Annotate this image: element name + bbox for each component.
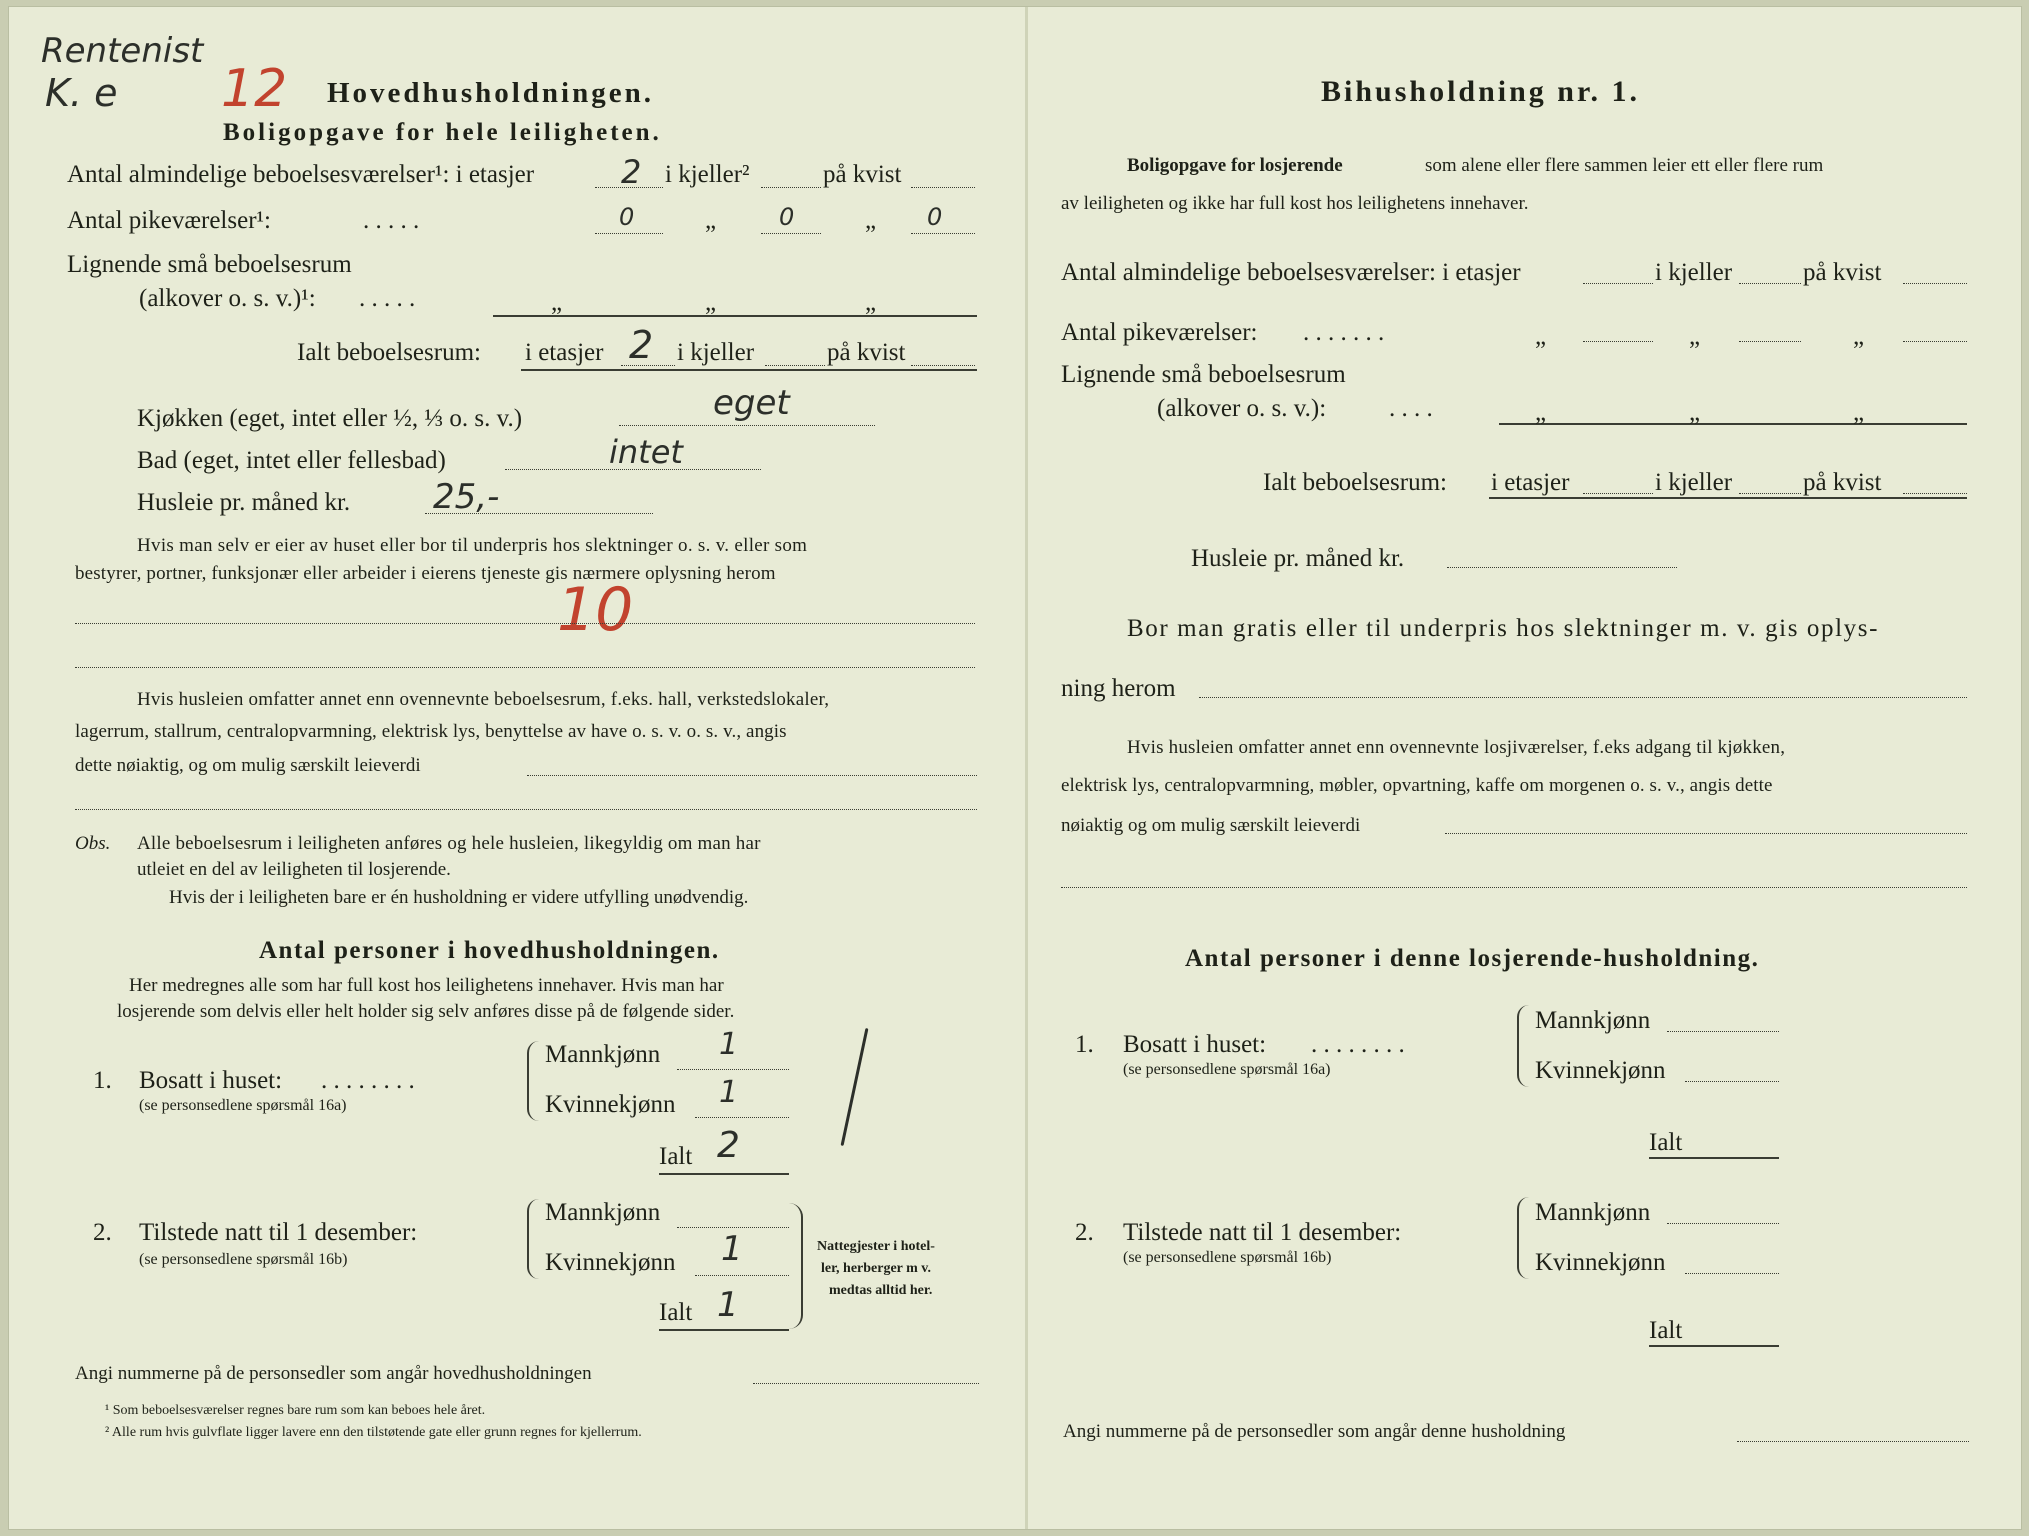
right-small-ditto-3: „	[1853, 399, 1865, 426]
left-nattegjester-2: ler, herberger m v.	[821, 1261, 932, 1276]
left-q1-number: 1.	[93, 1067, 112, 1094]
right-small-rooms-sublabel: (alkover o. s. v.):	[1157, 395, 1327, 422]
right-pike-kjeller-field[interactable]	[1739, 341, 1801, 342]
right-ialt-kvist-field[interactable]	[1903, 493, 1967, 494]
left-pike-label: Antal pikeværelser¹:	[67, 207, 271, 234]
handwritten-code: K. e	[45, 71, 118, 115]
left-omfatter-2: lagerrum, stallrum, centralopvarmning, elektrisk lys, benyttelse av have o. s. v. o. s. v., angis	[75, 721, 787, 742]
left-bad-label: Bad (eget, intet eller fellesbad)	[137, 447, 446, 474]
right-q2-ialt-field[interactable]	[1649, 1345, 1779, 1347]
left-omfatter-1: Hvis husleien omfatter annet enn ovennevnte beboelsesrum, f.eks. hall, verkstedslokaler,	[137, 689, 830, 710]
right-rooms-etasjer-field[interactable]	[1583, 283, 1653, 284]
left-pike-kvist-value: 0	[927, 203, 943, 231]
left-q2-mann-label: Mannkjønn	[545, 1199, 661, 1226]
left-q2-sub: (se personsedlene spørsmål 16b)	[139, 1251, 348, 1268]
right-intro-2: av leiligheten og ikke har full kost hos leilighetens innehaver.	[1061, 193, 1529, 214]
left-obs-label: Obs.	[75, 833, 111, 854]
left-q1-ialt-label: Ialt	[659, 1143, 693, 1170]
left-rooms-kjeller-label: i kjeller²	[665, 161, 750, 188]
right-pike-label: Antal pikeværelser:	[1061, 319, 1258, 346]
left-nattegjester-1: Nattegjester i hotel-	[817, 1239, 935, 1254]
left-q1-mann-value: 1	[719, 1027, 739, 1062]
right-husleie-field[interactable]	[1447, 567, 1677, 568]
right-small-ditto-2: „	[1689, 399, 1701, 426]
right-pike-kvist-field[interactable]	[1903, 341, 1967, 342]
left-rooms-kvist-field[interactable]	[911, 187, 975, 188]
right-small-rooms-label: Lignende små beboelsesrum	[1061, 361, 1346, 388]
right-q1-kvinne-label: Kvinnekjønn	[1535, 1057, 1666, 1084]
left-omfatter-3: dette nøiaktig, og om mulig særskilt leieverdi	[75, 755, 421, 776]
left-ialt-kjeller-label: i kjeller	[677, 339, 755, 366]
left-q2-right-brace	[789, 1203, 803, 1329]
left-rooms-kvist-label: på kvist	[823, 161, 902, 188]
left-red-mark: 10	[557, 575, 634, 645]
left-q1-dots: . . . . . . . .	[321, 1067, 415, 1094]
left-check-mark	[841, 1028, 869, 1146]
left-footnote-1: ¹ Som beboelsesværelser regnes bare rum som kan beboes hele året.	[105, 1403, 486, 1418]
left-obs-2: utleiet en del av leiligheten til losjerende.	[137, 859, 451, 880]
left-persons-title: Antal personer i hovedhusholdningen.	[259, 937, 720, 964]
right-gratis-1: Bor man gratis eller til underpris hos slektninger m. v. gis oplys-	[1127, 615, 1880, 642]
left-q1-ialt-field[interactable]	[659, 1173, 789, 1175]
left-pike-etasjer-value: 0	[619, 203, 635, 231]
right-ialt-rooms-label: Ialt beboelsesrum:	[1263, 469, 1447, 496]
left-eier-text-1: Hvis man selv er eier av huset eller bor til underpris hos slektninger o. s. v. eller som	[137, 535, 808, 556]
left-small-rooms-field[interactable]	[493, 315, 977, 317]
left-q1-mann-label: Mannkjønn	[545, 1041, 661, 1068]
left-q1-label: Bosatt i huset:	[139, 1067, 283, 1094]
left-pike-dots: . . . . .	[363, 207, 420, 234]
right-persons-title: Antal personer i denne losjerende-husholdning.	[1185, 945, 1760, 972]
right-q1-dots: . . . . . . . .	[1311, 1031, 1405, 1058]
left-ialt-kvist-label: på kvist	[827, 339, 906, 366]
left-persons-note-2: losjerende som delvis eller helt holder sig selv anføres disse på de følgende sider.	[117, 1001, 735, 1022]
left-small-ditto-1: „	[551, 289, 563, 316]
left-pike-etasjer-field[interactable]	[595, 233, 663, 234]
right-pike-etasjer-field[interactable]	[1583, 341, 1653, 342]
left-q1-brace	[527, 1041, 539, 1121]
right-omfatter-field-1[interactable]	[1445, 833, 1967, 834]
right-ialt-rule	[1489, 497, 1967, 499]
left-small-rooms-sublabel: (alkover o. s. v.)¹:	[139, 285, 316, 312]
left-q2-brace	[527, 1199, 539, 1279]
right-q1-kvinne-field[interactable]	[1685, 1081, 1779, 1082]
right-q2-kvinne-field[interactable]	[1685, 1273, 1779, 1274]
left-q1-kvinne-label: Kvinnekjønn	[545, 1091, 676, 1118]
left-pike-kjeller-value: 0	[779, 203, 795, 231]
left-rooms-label: Antal almindelige beboelsesværelser¹: i etasjer	[67, 161, 535, 188]
left-rooms-kjeller-field[interactable]	[761, 187, 821, 188]
left-persons-note-1: Her medregnes alle som har full kost hos leilighetens innehaver. Hvis man har	[129, 975, 724, 996]
left-q2-ialt-label: Ialt	[659, 1299, 693, 1326]
right-angi-field[interactable]	[1737, 1441, 1969, 1442]
left-pike-ditto-2: „	[865, 207, 877, 234]
right-q1-label: Bosatt i huset:	[1123, 1031, 1267, 1058]
census-form-sheet	[8, 6, 2022, 1530]
right-pike-ditto-3: „	[1853, 323, 1865, 350]
page-fold	[1025, 7, 1028, 1529]
left-ialt-rule	[521, 369, 977, 371]
left-pike-ditto-1: „	[705, 207, 717, 234]
right-angi-label: Angi nummerne på de personsedler som angår denne husholdning	[1063, 1421, 1566, 1442]
left-ialt-etasjer-label: i etasjer	[525, 339, 604, 366]
left-small-rooms-dots: . . . . .	[359, 285, 416, 312]
left-q2-kvinne-field[interactable]	[695, 1275, 789, 1276]
right-q2-sub: (se personsedlene spørsmål 16b)	[1123, 1249, 1332, 1266]
right-q1-brace	[1517, 1005, 1529, 1087]
left-omfatter-field-1[interactable]	[527, 775, 977, 776]
left-eier-field-2[interactable]	[75, 667, 975, 668]
right-intro-rest: som alene eller flere sammen leier ett eller flere rum	[1425, 155, 1824, 176]
right-ialt-kjeller-field[interactable]	[1739, 493, 1801, 494]
left-obs-1: Alle beboelsesrum i leiligheten anføres og hele husleien, likegyldig om man har	[137, 833, 761, 854]
left-q2-number: 2.	[93, 1219, 112, 1246]
left-husleie-label: Husleie pr. måned kr.	[137, 489, 351, 516]
left-rooms-etasjer-value: 2	[621, 153, 642, 191]
left-q1-sub: (se personsedlene spørsmål 16a)	[139, 1097, 347, 1114]
left-eier-field-1[interactable]	[75, 623, 975, 624]
left-omfatter-field-2[interactable]	[75, 809, 977, 810]
left-ialt-kvist-field[interactable]	[911, 365, 975, 366]
right-pike-ditto-1: „	[1535, 323, 1547, 350]
left-q1-ialt-value: 2	[717, 1125, 740, 1166]
right-q1-ialt-field[interactable]	[1649, 1157, 1779, 1159]
right-omfatter-2: elektrisk lys, centralopvarmning, møbler, opvartning, kaffe om morgenen o. s. v., angis dette	[1061, 775, 1773, 796]
left-title: Hovedhusholdningen.	[327, 77, 654, 109]
right-omfatter-1: Hvis husleien omfatter annet enn ovennevnte losjiværelser, f.eks adgang til kjøkken,	[1127, 737, 1786, 758]
right-q1-mann-label: Mannkjønn	[1535, 1007, 1651, 1034]
left-nattegjester-3: medtas alltid her.	[829, 1283, 933, 1298]
left-q2-mann-field[interactable]	[677, 1227, 789, 1228]
right-gratis-field[interactable]	[1199, 697, 1967, 698]
left-kjokken-value: eget	[713, 383, 790, 423]
left-q2-ialt-value: 1	[717, 1285, 739, 1325]
right-ialt-kjeller-label: i kjeller	[1655, 469, 1733, 496]
left-small-rooms-label: Lignende små beboelsesrum	[67, 251, 352, 278]
left-kjokken-field[interactable]	[619, 425, 875, 426]
left-angi-field[interactable]	[753, 1383, 979, 1384]
right-pike-ditto-2: „	[1689, 323, 1701, 350]
left-q2-kvinne-label: Kvinnekjønn	[545, 1249, 676, 1276]
right-pike-dots: . . . . . . .	[1303, 319, 1385, 346]
right-q2-label: Tilstede natt til 1 desember:	[1123, 1219, 1402, 1246]
left-footnote-2: ² Alle rum hvis gulvflate ligger lavere enn den tilstøtende gate eller grunn regnes for kjellerrum.	[105, 1425, 642, 1440]
right-ialt-kvist-label: på kvist	[1803, 469, 1882, 496]
right-q2-number: 2.	[1075, 1219, 1094, 1246]
right-rooms-kjeller-label: i kjeller	[1655, 259, 1733, 286]
left-angi-label: Angi nummerne på de personsedler som angår hovedhusholdningen	[75, 1363, 592, 1384]
right-rooms-kjeller-field[interactable]	[1739, 283, 1801, 284]
left-q2-ialt-field[interactable]	[659, 1329, 789, 1331]
handwritten-red-number: 12	[221, 59, 288, 119]
right-small-ditto-1: „	[1535, 399, 1547, 426]
right-q2-mann-label: Mannkjønn	[1535, 1199, 1651, 1226]
right-q2-brace	[1517, 1197, 1529, 1279]
right-rooms-kvist-field[interactable]	[1903, 283, 1967, 284]
left-q1-mann-field[interactable]	[677, 1069, 789, 1070]
left-pike-kvist-field[interactable]	[911, 233, 975, 234]
right-q1-ialt-label: Ialt	[1649, 1129, 1683, 1156]
right-rooms-kvist-label: på kvist	[1803, 259, 1882, 286]
left-small-ditto-3: „	[865, 289, 877, 316]
left-ialt-rooms-label: Ialt beboelsesrum:	[297, 339, 481, 366]
right-title: Bihusholdning nr. 1.	[1321, 75, 1641, 108]
left-pike-kjeller-field[interactable]	[761, 233, 821, 234]
right-q2-ialt-label: Ialt	[1649, 1317, 1683, 1344]
left-q2-label: Tilstede natt til 1 desember:	[139, 1219, 418, 1246]
right-ialt-etasjer-label: i etasjer	[1491, 469, 1570, 496]
left-obs-3: Hvis der i leiligheten bare er én husholdning er videre utfylling unødvendig.	[169, 887, 749, 908]
right-ialt-etasjer-field[interactable]	[1583, 493, 1653, 494]
right-q2-mann-field[interactable]	[1667, 1223, 1779, 1224]
right-q1-mann-field[interactable]	[1667, 1031, 1779, 1032]
left-husleie-value: 25,-	[433, 477, 500, 517]
right-small-rooms-field[interactable]	[1499, 423, 1967, 425]
left-q1-kvinne-value: 1	[719, 1075, 739, 1110]
right-husleie-label: Husleie pr. måned kr.	[1191, 545, 1405, 572]
left-ialt-etasjer-value: 2	[629, 323, 654, 367]
right-omfatter-field-2[interactable]	[1061, 887, 1967, 888]
left-q2-kvinne-value: 1	[721, 1229, 743, 1269]
left-small-ditto-2: „	[705, 289, 717, 316]
right-rooms-label: Antal almindelige beboelsesværelser: i etasjer	[1061, 259, 1521, 286]
right-gratis-2: ning herom	[1061, 675, 1176, 702]
right-small-rooms-dots: . . . .	[1389, 395, 1433, 422]
left-ialt-kjeller-field[interactable]	[765, 365, 825, 366]
right-q1-sub: (se personsedlene spørsmål 16a)	[1123, 1061, 1331, 1078]
right-intro-bold: Boligopgave for losjerende	[1127, 155, 1343, 176]
right-q1-number: 1.	[1075, 1031, 1094, 1058]
handwritten-corner-note: Rentenist	[41, 31, 204, 71]
left-bad-value: intet	[609, 433, 683, 471]
left-q1-kvinne-field[interactable]	[695, 1117, 789, 1118]
right-omfatter-3: nøiaktig og om mulig særskilt leieverdi	[1061, 815, 1361, 836]
right-q2-kvinne-label: Kvinnekjønn	[1535, 1249, 1666, 1276]
left-eier-text-2: bestyrer, portner, funksjonær eller arbeider i eierens tjeneste gis nærmere oplysning herom	[75, 563, 776, 584]
left-kjokken-label: Kjøkken (eget, intet eller ½, ⅓ o. s. v.)	[137, 405, 523, 432]
left-subtitle: Boligopgave for hele leiligheten.	[223, 119, 662, 146]
